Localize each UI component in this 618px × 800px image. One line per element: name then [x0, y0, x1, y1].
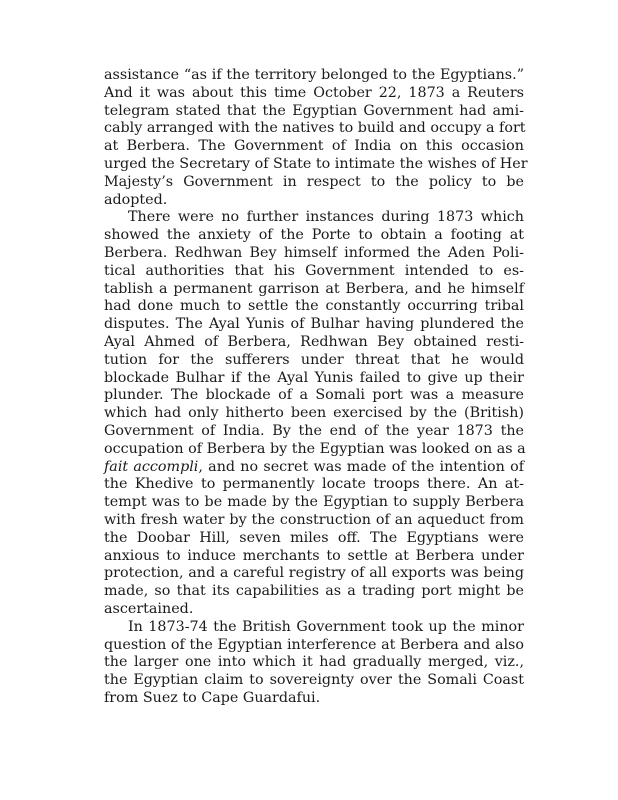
text-line: the Khedive to permanently locate troops there. An at-	[104, 476, 524, 493]
text-line: had done much to settle the constantly occurring tribal	[104, 298, 524, 315]
italic-phrase: fait accompli	[104, 458, 199, 475]
text-line: protection, and a careful registry of all exports was being	[104, 565, 524, 582]
text-line: urged the Secretary of State to intimate the wishes of Her	[104, 155, 528, 172]
text-line: disputes. The Ayal Yunis of Bulhar having plundered the	[104, 316, 524, 333]
text-line: assistance “as if the territory belonged to the Egyptians.”	[104, 67, 524, 83]
text-line	[104, 459, 524, 477]
text-line: tempt was to be made by the Egyptian to supply Berbera	[104, 494, 524, 511]
text-line: tution for the sufferers under threat that he would	[104, 351, 524, 368]
text-line: Ayal Ahmed of Berbera, Redhwan Bey obtained resti-	[104, 333, 524, 350]
text-line: Berbera. Redhwan Bey himself informed the Aden Poli-	[104, 244, 524, 261]
text-line: Majesty’s Government in respect to the policy to be	[104, 173, 524, 190]
text-line: tical authorities that his Government intended to es-	[104, 262, 524, 279]
text-line: plunder. The blockade of a Somali port was a measure	[104, 387, 524, 404]
text-line: occupation of Berbera by the Egyptian was looked on as a	[104, 440, 526, 457]
text-line: In 1873-74 the British Government took up the minor	[128, 618, 524, 635]
text-line: at Berbera. The Government of India on this occasion	[104, 138, 524, 155]
text-line: the larger one into which it had gradually merged, viz.,	[104, 654, 524, 671]
text-line: which had only hitherto been exercised by the (British)	[104, 405, 524, 422]
line-text: , and no secret was made of the intention of	[198, 458, 524, 475]
text-line: adopted.	[104, 191, 168, 208]
text-line: showed the anxiety of the Porte to obtain a footing at	[104, 227, 524, 244]
text-line: Government of India. By the end of the year 1873 the	[104, 422, 524, 439]
text-line: There were no further instances during 1873 which	[128, 209, 524, 226]
text-line: the Egyptian claim to sovereignty over the Somali Coast	[104, 672, 524, 689]
text-line: telegram stated that the Egyptian Government had ami-	[104, 102, 524, 119]
text-line: ascertained.	[104, 600, 194, 617]
text-line: blockade Bulhar if the Ayal Yunis failed to give up their	[104, 369, 524, 386]
text-line: anxious to induce merchants to settle at Berbera under	[104, 547, 524, 564]
text-line: made, so that its capabilities as a trading port might be	[104, 583, 524, 600]
text-line: cably arranged with the natives to build and occupy a fort	[104, 120, 526, 137]
text-line: with fresh water by the construction of an aqueduct from	[104, 511, 524, 528]
body-text	[104, 67, 528, 708]
text-line: tablish a permanent garrison at Berbera, and he himself	[104, 280, 524, 297]
text-line: And it was about this time October 22, 1873 a Reuters	[104, 84, 524, 101]
text-line: the Doobar Hill, seven miles off. The Egyptians were	[104, 529, 524, 546]
text-line: from Suez to Cape Guardafui.	[104, 689, 321, 706]
text-line: question of the Egyptian interference at Berbera and also	[104, 636, 524, 653]
